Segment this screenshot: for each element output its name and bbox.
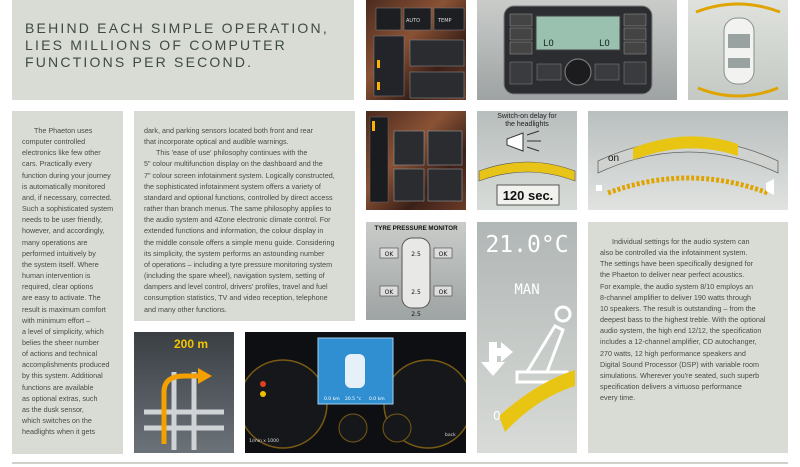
- col3-line: every time.: [600, 393, 636, 403]
- photo-tyre-monitor: [366, 222, 466, 320]
- col1-line: required, clear options: [22, 282, 94, 292]
- nav-distance: 200 m: [174, 337, 209, 351]
- col1-line: functions are available: [22, 382, 94, 392]
- climate-buttons-art: [366, 0, 466, 100]
- photo-headlights-screen: [477, 111, 577, 210]
- col3-line: includes a 12-channel amplifier, CD autochanger,: [600, 337, 757, 347]
- col2-line: dampers and level control, drivers' profiles, travel and fuel: [144, 282, 328, 292]
- instrument-cluster-art: [245, 332, 466, 453]
- col1-line: cars. Practically every: [22, 159, 92, 169]
- col3-line: The settings have been specifically designed for: [600, 259, 754, 269]
- col3-line: the Phaeton to deliver near perfect acoustics.: [600, 270, 745, 280]
- col1-line: however, and accordingly,: [22, 226, 105, 236]
- climate-left-temp: LO: [543, 39, 554, 49]
- col3-line: also be controlled via the infotainment system.: [600, 248, 748, 258]
- col1-line: is automatically monitored: [22, 181, 106, 191]
- col2-line: This 'ease of use' philosophy continues with the: [156, 148, 308, 158]
- tyre-ok-fr: OK: [438, 251, 448, 258]
- col2-line: (including the spare wheel), navigation system, setting of: [144, 271, 325, 281]
- col1-line: function during your journey: [22, 170, 111, 180]
- photo-seat-temperature: [477, 222, 577, 453]
- col1-line: performed intuitively by: [22, 248, 96, 258]
- tyre-monitor-art: [366, 222, 466, 320]
- col1-line: with minimum effort –: [22, 315, 91, 325]
- tyre-monitor-title: TYRE PRESSURE MONITOR: [374, 225, 458, 232]
- climate-right-temp: LO: [599, 39, 610, 49]
- col1-line: electronics like few other: [22, 148, 101, 158]
- col2-line: that incorporate optical and audible warnings.: [144, 137, 289, 147]
- col1-line: as the dusk sensor,: [22, 404, 84, 414]
- col2-line: rather than branch menus. The same philosophy applies to: [144, 204, 332, 214]
- col1-line: the system itself. Where: [22, 259, 99, 269]
- col1-line: are easy to activate. The: [22, 293, 101, 303]
- col2-line: the middle console offers a simple menu guide. Considering: [144, 237, 335, 247]
- col1-line: needs to be user friendly,: [22, 215, 103, 225]
- col3-line: 10 speakers. The result is outstanding – from the: [600, 303, 756, 313]
- photo-climate-unit: [477, 0, 677, 100]
- volume-on-label: on: [608, 153, 620, 164]
- photo-instrument-cluster: [245, 332, 466, 453]
- auto-label: AUTO: [406, 18, 421, 24]
- col3-line: 8-channel amplifier to deliver 190 watts through: [600, 292, 752, 302]
- photo-console-buttons: [366, 111, 466, 210]
- headline-line-1: BEHIND EACH SIMPLE OPERATION,: [25, 20, 329, 36]
- col2-line: 7" colour screen infotainment system. Logically constructed,: [144, 170, 335, 180]
- climate-unit-art: [477, 0, 677, 100]
- volume-bar-art: [588, 111, 788, 210]
- headline-panel: [12, 0, 354, 100]
- headline-line-3: FUNCTIONS PER SECOND.: [25, 54, 254, 70]
- car-top-art: [688, 0, 788, 100]
- cluster-back-label: back: [445, 433, 456, 438]
- headlights-title-2: the headlights: [505, 121, 549, 128]
- col1-line: human intervention is: [22, 271, 91, 281]
- col1-line: which switches on the: [22, 416, 92, 426]
- col2-line: consumption statistics, TV and video reception, telephone: [144, 293, 328, 303]
- cluster-temp: 20.5 °c: [345, 397, 362, 402]
- tyre-ok-fl: OK: [384, 251, 394, 258]
- tyre-ok-rr: OK: [438, 289, 448, 296]
- tyre-value-rear: 2.5: [411, 289, 421, 296]
- infotainment-text-column: [134, 111, 355, 321]
- col2-line: 5" colour multifunction display on the dashboard and the: [144, 159, 323, 169]
- col3-line: Digital Sound Processor (DSP) with variable room: [600, 359, 759, 369]
- col1-line: computer controlled: [22, 137, 86, 147]
- col1-line: accomplishments produced: [22, 360, 110, 370]
- col3-line: For example, the audio system 8/10 employs an: [600, 281, 754, 291]
- navigation-art: [134, 332, 234, 453]
- col1-line: of actions and technical: [22, 349, 98, 359]
- headlights-delay-value: 120 sec.: [502, 188, 554, 203]
- photo-navigation: [134, 332, 234, 453]
- headlights-title-1: Switch-on delay for: [497, 113, 557, 120]
- seat-level-value: 0: [493, 409, 501, 423]
- col3-line: 270 watts, 12 high performance speakers and: [600, 348, 746, 358]
- col2-line: and many other functions.: [144, 304, 227, 314]
- col2-line: the sophisticated infotainment system offers a variety of: [144, 181, 321, 191]
- seat-mode: MAN: [514, 282, 540, 298]
- photo-volume-bar: [588, 111, 788, 210]
- col2-line: dark, and parking sensors located both front and rear: [144, 126, 314, 135]
- col1-line: many operations are: [22, 237, 88, 247]
- bottom-rule: [12, 462, 788, 464]
- col1-line: belies the sheer number: [22, 337, 100, 347]
- console-buttons-art: [366, 111, 466, 210]
- photo-climate-buttons: [366, 0, 466, 100]
- col3-line: audio system, the high end 12/12, the specification: [600, 326, 762, 336]
- audio-text-column: [588, 222, 788, 453]
- col1-line: by this system. Additional: [22, 371, 103, 381]
- headlights-screen-art: [477, 111, 577, 210]
- col2-line: its simplicity, the system performs an astounding number: [144, 248, 325, 258]
- col1-line: a level of simplicity, which: [22, 326, 104, 336]
- col3-line: specification delivers a virtuoso performance: [600, 382, 742, 392]
- col3-line: simulations. Wherever you're seated, such superb: [600, 370, 760, 380]
- tyre-value-spare: 2.5: [411, 311, 421, 318]
- seat-temp-value: 21.0°C: [485, 232, 569, 258]
- cluster-odo-right: 0.0 km: [369, 397, 385, 402]
- col3-line: deepest bass to the highest treble. With the optional: [600, 315, 766, 325]
- col1-line: Such a sophisticated system: [22, 204, 114, 214]
- col1-line: and, if necessary, corrected.: [22, 192, 112, 202]
- col2-line: the audio system and 4Zone electronic climate control. For: [144, 215, 331, 225]
- col2-line: extended functions and information, the colour display in: [144, 226, 324, 236]
- col1-line: as optional extras, such: [22, 393, 98, 403]
- col1-line: result is maximum comfort: [22, 304, 106, 314]
- col3-line: Individual settings for the audio system can: [612, 237, 750, 246]
- tyre-value-front: 2.5: [411, 251, 421, 258]
- tyre-ok-rl: OK: [384, 289, 394, 296]
- col2-line: standard and optional functions, controlled by direct access: [144, 192, 333, 202]
- seat-temperature-art: [477, 222, 577, 453]
- col1-line: headlights when it gets: [22, 427, 96, 437]
- col2-line: of operations – including a tyre pressure monitoring system: [144, 259, 333, 269]
- intro-text-column: [12, 111, 123, 454]
- col1-line: The Phaeton uses: [34, 126, 93, 135]
- cluster-odo-left: 0.0 km: [324, 397, 340, 402]
- photo-car-top: [688, 0, 788, 100]
- cluster-rpm-label: 1/min x 1000: [249, 439, 279, 444]
- headline-line-2: LIES MILLIONS OF COMPUTER: [25, 37, 287, 53]
- temp-label: TEMP: [438, 18, 452, 24]
